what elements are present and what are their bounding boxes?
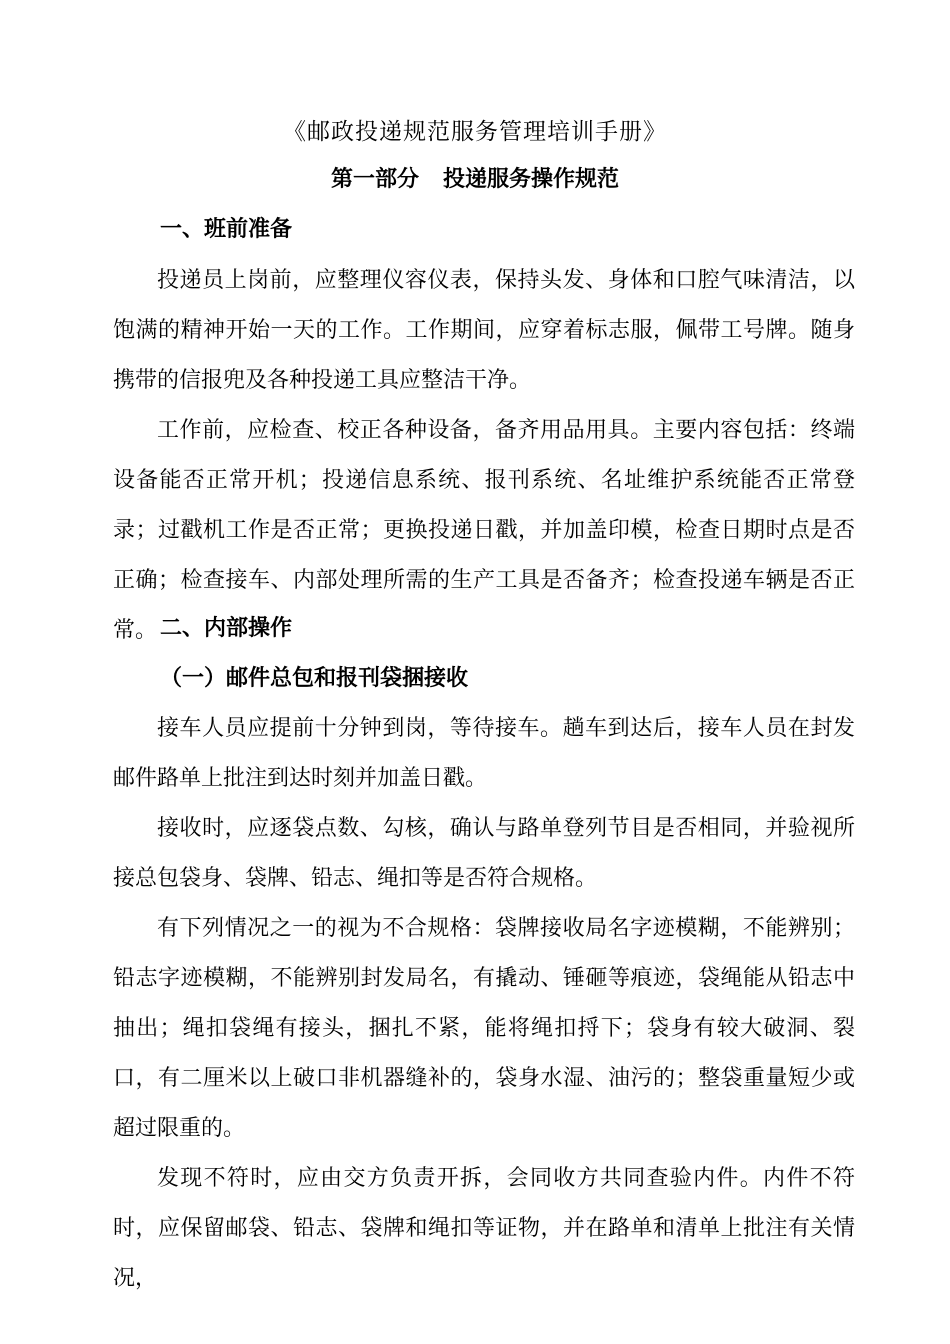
paragraph-counting-bags: 接收时，应逐袋点数、勾核，确认与路单登列节目是否相同，并验视所接总包袋身、袋牌、铅志、绳扣等是否符合规格。 [113, 816, 855, 891]
part-name: 投递服务操作规范 [443, 167, 620, 192]
paragraph-grooming: 投递员上岗前，应整理仪容仪表，保持头发、身体和口腔气味清洁，以饱满的精神开始一天的工作。工作期间，应穿着标志服，佩带工号牌。随身携带的信报兜及各种投递工具应整洁干净。 [113, 268, 855, 393]
section-heading-1: 一、班前准备 [160, 217, 293, 242]
paragraph-receiving-vehicle: 接车人员应提前十分钟到岗，等待接车。趟车到达后，接车人员在封发邮件路单上批注到达时刻并加盖日戳。 [113, 716, 855, 791]
section-heading-2: 二、内部操作 [160, 616, 293, 641]
subsection-heading-1: （一）邮件总包和报刊袋捆接收 [160, 666, 469, 691]
part-label: 第一部分 [330, 167, 419, 192]
paragraph-nonconforming-cases: 有下列情况之一的视为不合规格：袋牌接收局名字迹模糊，不能辨别；铅志字迹模糊，不能辨别封发局名，有撬动、锤砸等痕迹，袋绳能从铅志中抽出；绳扣袋绳有接头，捆扎不紧，能将绳扣捋下；袋身有较大破洞、裂口，有二厘米以上破口非机器缝补的，袋身水湿、油污的；整袋重量短少或超过限重的。 [113, 916, 855, 1141]
document-title: 《邮政投递规范服务管理培训手册》 [283, 119, 667, 145]
paragraph-equipment-check: 工作前，应检查、校正各种设备，备齐用品用具。主要内容包括：终端设备能否正常开机；投递信息系统、报刊系统、名址维护系统能否正常登录；过戳机工作是否正常；更换投递日戳，并加盖印模，检查日期时点是否正确；检查接车、内部处理所需的生产工具是否备齐；检查投递车辆是否正常。 [113, 418, 855, 643]
paragraph-discrepancy-handling: 发现不符时，应由交方负责开拆，会同收方共同查验内件。内件不符时，应保留邮袋、铅志、袋牌和绳扣等证物，并在路单和清单上批注有关情况， [113, 1166, 855, 1291]
part-title [0, 163, 950, 197]
